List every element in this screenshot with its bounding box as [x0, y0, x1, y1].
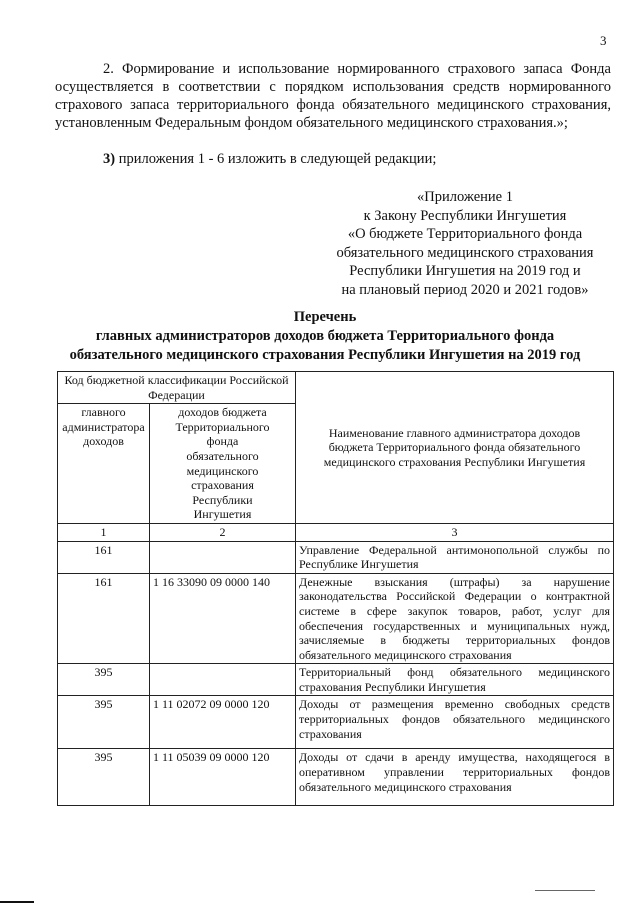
name-cell: Территориальный фонд обязательного медицинского страхования Республики Ингушетия: [296, 664, 614, 696]
header-cell-name: Наименование главного администратора доходов бюджета Территориального фонда обязательного медицинского страхования Республики Ингушетия: [296, 372, 614, 524]
table-row: [58, 749, 614, 806]
instruction-paragraph: [55, 150, 611, 168]
name-cell: Денежные взыскания (штрафы) за нарушение законодательства Российской Федерации о контрактной системе в сфере закупок товаров, работ, услуг для обеспечения государственных и муниципальных нужд, зачисляемые в бюджеты территориальных фондов обязательного медицинского страхования: [296, 573, 614, 664]
administrators-table: [57, 371, 614, 806]
appendix-line: к Закону Республики Ингушетия: [363, 207, 567, 224]
column-number: 2: [150, 523, 296, 541]
amendment-paragraph: 2. Формирование и использование нормированного страхового запаса Фонда осуществляется в соответствии с порядком использования средств нормированного страхового запаса территориального фонда обязательного медицинского страхования, установленным Федеральным фондом обязательного медицинского страхования.»;: [55, 61, 611, 131]
document-title: [40, 308, 610, 365]
appendix-line: «Приложение 1: [417, 189, 513, 205]
name-cell: Управление Федеральной антимонопольной службы по Республике Ингушетия: [296, 541, 614, 573]
appendix-header: [320, 188, 610, 300]
income-code-cell: 1 11 02072 09 0000 120: [150, 696, 296, 749]
column-number-row: [58, 523, 614, 541]
admin-code-cell: 161: [58, 573, 150, 664]
income-code-cell: 1 11 05039 09 0000 120: [150, 749, 296, 806]
income-code-cell: [150, 664, 296, 696]
table-row: [58, 664, 614, 696]
title-line: Перечень: [293, 309, 357, 325]
income-code-cell: 1 16 33090 09 0000 140: [150, 573, 296, 664]
appendix-line: обязательного медицинского страхования: [336, 244, 594, 261]
scan-mark: [0, 901, 34, 903]
scan-mark: [535, 890, 595, 891]
appendix-line: Республики Ингушетия на 2019 год и: [349, 263, 581, 280]
header-cell-classification: Код бюджетной классификации Российской Федерации: [58, 372, 296, 404]
table-row: [58, 573, 614, 664]
table-row: [58, 541, 614, 573]
title-line: главных администраторов доходов бюджета Территориального фонда: [95, 328, 555, 344]
header-cell-income: доходов бюджета Территориального фонда обязательного медицинского страхования Республики Ингушетия: [150, 404, 296, 524]
admin-code-cell: 161: [58, 541, 150, 573]
title-line: обязательного медицинского страхования Республики Ингушетия на 2019 год: [69, 347, 581, 363]
admin-code-cell: 395: [58, 749, 150, 806]
column-number: 1: [58, 523, 150, 541]
page-number: 3: [600, 33, 607, 48]
name-cell: Доходы от размещения временно свободных средств территориальных фондов обязательного медицинского страхования: [296, 696, 614, 749]
header-cell-admin: главного администратора доходов: [58, 404, 150, 524]
column-number: 3: [296, 523, 614, 541]
income-code-cell: [150, 541, 296, 573]
name-cell: Доходы от сдачи в аренду имущества, находящегося в оперативном управлении территориальных фондов обязательного медицинского страхования: [296, 749, 614, 806]
appendix-line: «О бюджете Территориального фонда: [347, 226, 583, 243]
table-header-row: [58, 372, 614, 404]
item-number: 3): [103, 151, 116, 167]
instruction-text: приложения 1 - 6 изложить в следующей редакции;: [115, 151, 437, 167]
admin-code-cell: 395: [58, 696, 150, 749]
admin-code-cell: 395: [58, 664, 150, 696]
appendix-line: на плановый период 2020 и 2021 годов»: [341, 281, 589, 298]
table-row: [58, 696, 614, 749]
